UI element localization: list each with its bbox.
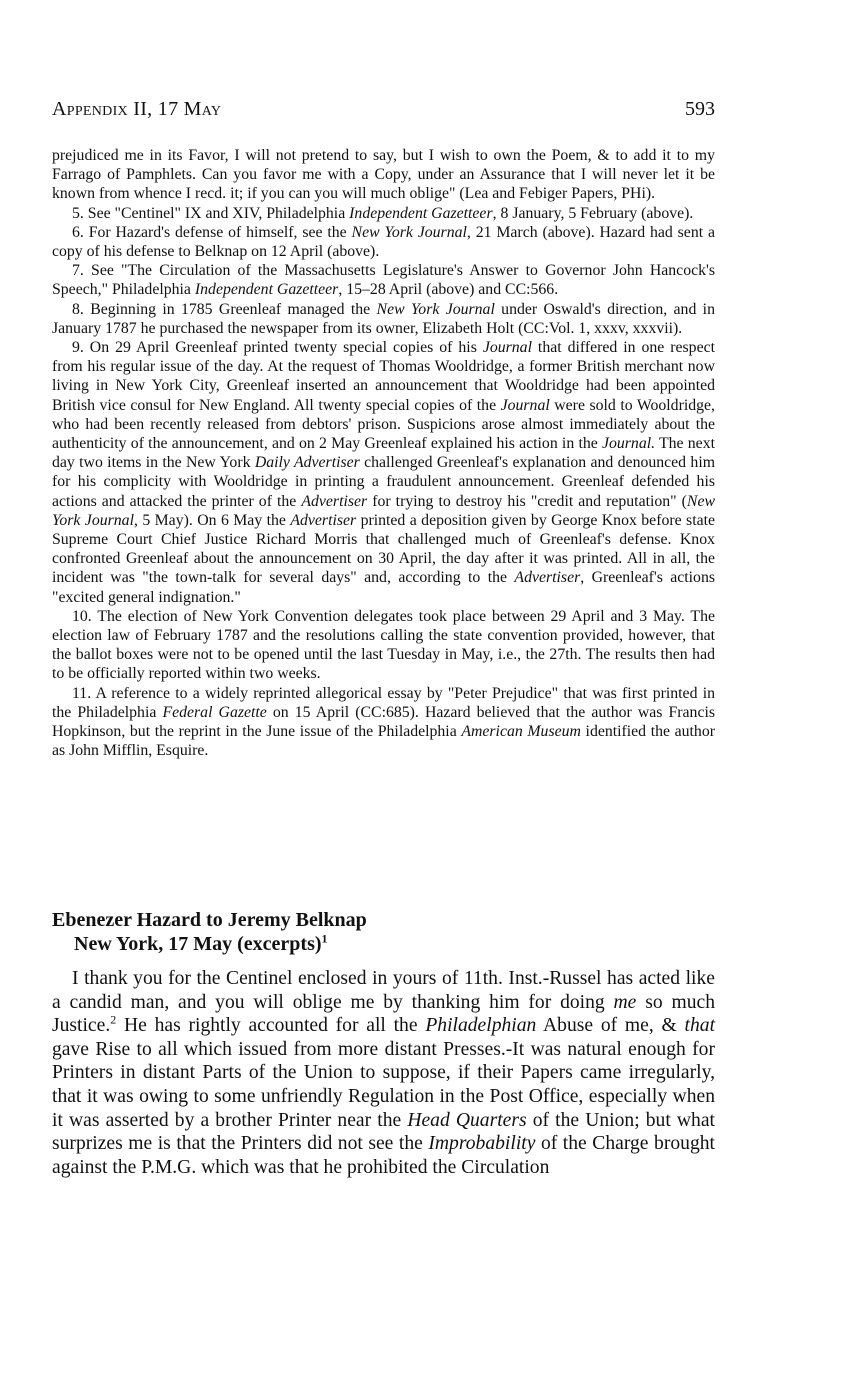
italic-text: Improbability	[428, 1133, 536, 1155]
italic-text: Advertiser	[290, 511, 357, 529]
footnote-ref: 2	[110, 1012, 117, 1027]
text-run: were sold to Wooldridge, who had been recently released from debtors' prison. Suspicions arose almost immediately about the authenticity of the announcement, and on 2 May Greenleaf explained his action in the	[52, 396, 715, 453]
text-run: 10. The election of New York Convention delegates took place between 29 April and 3 May. The election law of February 1787 and the resolutions calling the state convention provided, however, that the ballot boxes were not to be opened until the last Tuesday in May, i.e., the 27th. The results then had to be officially reported within two weeks.	[52, 607, 715, 683]
text-run: , 21 March (above). Hazard had sent a copy of his defense to Belknap on 12 April (above).	[52, 223, 715, 261]
italic-text: Head Quarters	[407, 1109, 527, 1131]
endnote	[52, 684, 715, 761]
running-head-title: Appendix II, 17 May	[52, 98, 222, 120]
heading-dateline	[52, 932, 715, 956]
text-run: 11. A reference to a widely reprinted allegorical essay by "Peter Prejudice" that was first printed in the Philadelphia	[52, 684, 715, 721]
text-run: identified the author as John Mifflin, Esquire.	[52, 723, 715, 760]
endnote	[52, 261, 715, 299]
text-run: The next day two items in the New York	[52, 435, 715, 472]
text-run: 6. For Hazard's defense of himself, see the	[72, 223, 352, 241]
italic-text: Federal Gazette	[162, 703, 267, 721]
italic-text: New York Journal	[52, 492, 716, 529]
text-run: , 5 May). On 6 May the	[133, 511, 291, 529]
endnote	[52, 607, 715, 684]
italic-text: that	[684, 1015, 716, 1037]
italic-text: Advertiser	[514, 569, 581, 587]
text-run: 5. See "Centinel" IX and XIV, Philadelphia	[72, 204, 350, 222]
italic-text: New York Journal	[376, 300, 495, 318]
italic-text: me	[613, 991, 637, 1013]
italic-text: Journal	[482, 339, 532, 357]
text-run: Abuse of me, &	[536, 1015, 685, 1037]
text-run: of the Union; but what surprizes me is that the Printers did not see the	[52, 1109, 715, 1155]
italic-text: Independent Gazetteer	[194, 281, 339, 299]
italic-text: Philadelphian	[425, 1015, 537, 1037]
text-run: prejudiced me in its Favor, I will not pretend to say, but I wish to own the Poem, & to add it to my Farrago of Pamphlets. Can you favor me with a Copy, under an Assurance that I will never let it be known from whence I recd. it; if you can you will much oblige" (Lea and Febiger Papers, PHi).	[52, 147, 715, 203]
endnote	[52, 338, 715, 607]
letter-paragraph	[52, 967, 715, 1179]
italic-text: Daily Advertiser	[254, 454, 360, 472]
letter-body	[52, 967, 715, 1179]
text-run: , Greenleaf's actions "excited general indignation."	[52, 569, 716, 606]
text-run: , 8 January, 5 February (above).	[492, 204, 694, 222]
running-head	[52, 98, 715, 126]
text-run: 8. Beginning in 1785 Greenleaf managed the	[72, 300, 377, 318]
text-run: , 15–28 April (above) and CC:566.	[338, 281, 559, 299]
italic-text: Journal.	[601, 435, 656, 453]
text-run: I thank you for the Centinel enclosed in yours of 11th. Inst.-Russel has acted like a candid man, and you will oblige me by thanking him for doing	[52, 968, 715, 1013]
endnote	[52, 223, 715, 261]
text-run: 9. On 29 April Greenleaf printed twenty special copies of his	[72, 339, 483, 357]
document-heading	[52, 908, 715, 956]
text-run: of the Charge brought against the P.M.G. which was that he prohibited the Circulation	[52, 1133, 715, 1178]
page-number: 593	[685, 98, 715, 120]
text-run: for trying to destroy his "credit and reputation" (	[367, 492, 687, 510]
heading-dateline-text: New York, 17 May (excerpts)	[74, 933, 322, 955]
endnotes	[52, 146, 715, 761]
text-run: that differed in one respect from his regular issue of the day. At the request of Thomas Wooldridge, a former British merchant now living in New York City, Greenleaf inserted an announcement that Wooldridge had been appointed British vice consul for New England. All twenty special copies of the	[52, 339, 715, 414]
italic-text: Independent Gazetteer	[349, 204, 493, 222]
text-run: under Oswald's direction, and in January 1787 he purchased the newspaper from its owner, Elizabeth Holt (CC:Vol. 1, xxxv, xxxvii).	[52, 300, 715, 337]
text-run: printed a deposition given by George Knox before state Supreme Court Chief Justice Richard Morris that challenged much of Greenleaf's defense. Knox confronted Greenleaf about the announcement on 30 April, the day after it was printed. All in all, the incident was "the town-talk for several days" and, according to the	[52, 511, 715, 587]
note-continuation	[52, 146, 715, 204]
text-run: so much Justice.	[52, 991, 716, 1037]
text-run: on 15 April (CC:685). Hazard believed that the author was Francis Hopkinson, but the reprint in the June issue of the Philadelphia	[52, 703, 715, 741]
endnote	[52, 204, 715, 223]
heading-title: Ebenezer Hazard to Jeremy Belknap	[52, 909, 367, 931]
text-run: He has rightly accounted for all the	[116, 1015, 426, 1037]
italic-text: American Museum	[461, 723, 581, 741]
endnote	[52, 300, 715, 338]
heading-footnote-ref: 1	[321, 931, 328, 946]
text-run: gave Rise to all which issued from more distant Presses.-It was natural enough for Printers in distant Parts of the Union to suppose, if their Papers came irregularly, that it was owing to some unfriendly Regulation in the Post Office, especially when it was asserted by a brother Printer near the	[52, 1038, 715, 1131]
italic-text: Journal	[500, 396, 550, 414]
text-run: challenged Greenleaf's explanation and denounced him for his complicity with Wooldridge in printing a fraudulent announcement. Greenleaf defended his actions and attacked the printer of the	[52, 454, 715, 510]
italic-text: New York Journal	[351, 223, 467, 241]
text-run: 7. See "The Circulation of the Massachusetts Legislature's Answer to Governor John Hancock's Speech," Philadelphia	[52, 262, 715, 299]
italic-text: Advertiser	[301, 492, 368, 510]
